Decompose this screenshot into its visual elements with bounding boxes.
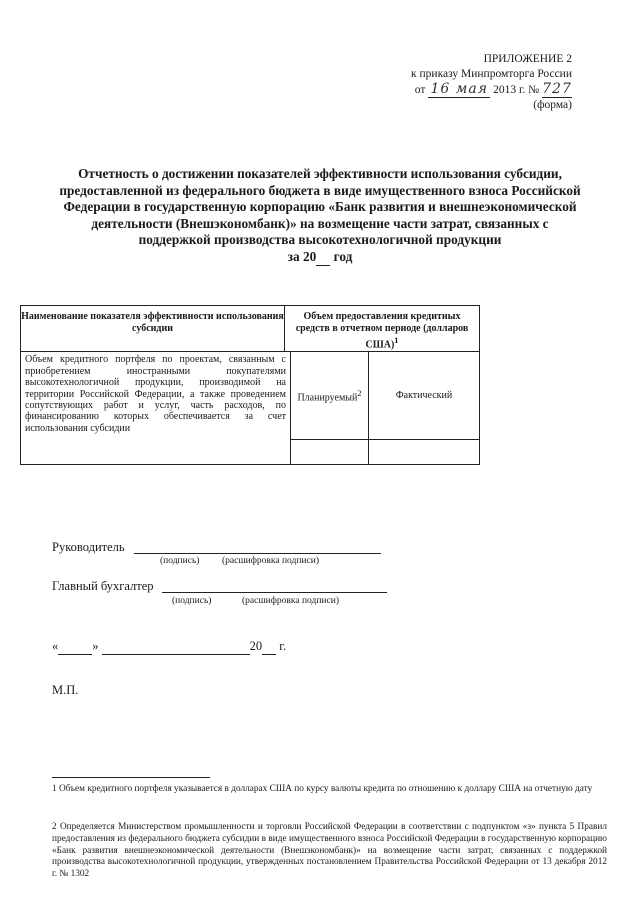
head-decode-hint: (расшифровка подписи) <box>222 556 319 566</box>
col-indicator-header <box>21 306 285 352</box>
footnote-separator <box>52 777 210 778</box>
indicator-name: Объем кредитного портфеля по проектам, связанным с приобретением иностранными покупателями высокотехнологичной продукции, производимой на территории Российской Федерации, а также проведением сопутствующих работ и услуг, часть расходов, по финансированию которых обеспечивается за счет использования субсидии <box>25 354 286 434</box>
date-suffix-text: г. <box>279 639 287 653</box>
head-sign-hint: (подпись) <box>160 556 200 566</box>
actual-label: Фактический <box>395 390 453 402</box>
order-reference: к приказу Минпромторга России <box>411 68 572 80</box>
planned-label: Планируемый <box>297 391 358 403</box>
date-close-quote: » <box>92 639 99 653</box>
footnote-ref-2: 2 <box>357 388 362 398</box>
footnote-1: 1 Объем кредитного портфеля указывается в долларах США по курсу валюты кредита по отношению к доллару США на отчетную дату <box>52 784 593 794</box>
handwritten-date: 16 мая <box>428 82 490 98</box>
form-note: (форма) <box>533 99 572 111</box>
date-open-quote: « <box>52 639 59 653</box>
month-blank[interactable] <box>102 639 250 655</box>
year-end-blank[interactable] <box>262 639 276 655</box>
planned-header-cell <box>291 352 369 440</box>
accountant-decode-hint: (расшифровка подписи) <box>242 596 339 606</box>
year-blank <box>316 249 330 267</box>
title-line: предоставленной из федерального бюджета в виде имущественного взноса Российской <box>59 182 581 198</box>
day-blank[interactable] <box>58 639 92 655</box>
title-line: поддержкой производства высокотехнологичной продукции <box>138 232 502 247</box>
head-signature-line[interactable] <box>134 553 381 554</box>
planned-value-cell[interactable] <box>291 440 369 465</box>
col-indicator-header-text: Наименование показателя эффективности использования субсидии <box>21 311 284 334</box>
report-date-line <box>52 639 286 655</box>
actual-value-cell[interactable] <box>369 440 480 465</box>
date-year-text: 20 <box>249 639 263 653</box>
head-label: Руководитель <box>52 540 125 554</box>
appendix-number: ПРИЛОЖЕНИЕ 2 <box>483 53 572 65</box>
actual-header-cell <box>369 352 480 440</box>
year-suffix: год <box>333 248 353 264</box>
year-prefix: за 20 <box>287 248 317 264</box>
indicator-name-cell <box>21 352 291 465</box>
stamp-place: М.П. <box>52 683 79 697</box>
indicator-table <box>20 305 480 465</box>
footnote-ref-1: 1 <box>394 336 399 345</box>
title-line: Федерации в государственную корпорацию «Банк развития и внешнеэкономической <box>63 199 577 214</box>
date-year: 2013 г. <box>493 84 526 96</box>
title-line: деятельности (Внешэкономбанк)» на возмещение части затрат, связанных с <box>91 215 549 231</box>
title-year-line <box>40 249 600 267</box>
appendix-header <box>411 52 572 113</box>
col-credit-volume-header-text: Объем предоставления кредитных средств в отчетном периоде (долларов США) <box>295 311 469 351</box>
col-credit-volume-header <box>285 306 480 352</box>
accountant-label: Главный бухгалтер <box>52 579 154 593</box>
accountant-sign-hint: (подпись) <box>172 596 212 606</box>
accountant-signature-line[interactable] <box>162 592 387 593</box>
date-prefix: от <box>414 84 426 96</box>
footnote-2: 2 Определяется Министерством промышленности и торговли Российской Федерации в соответствии с подпунктом «з» пункта 5 Правил предоставления из федерального бюджета субсидии в виде имущественного взноса Российской Федерации в государственную корпорацию «Банк развития внешнеэкономической деятельности (Внешэкономбанк)» на возмещение части затрат, связанных с поддержкой производства высокотехнологичной продукции, утвержденных постановлением Правительства Российской Федерации от 13 декабря 2012 г. № 1302 <box>52 822 607 880</box>
document-title <box>40 166 600 266</box>
number-prefix: № <box>528 84 540 96</box>
order-date-line <box>411 82 572 98</box>
handwritten-number: 727 <box>542 81 572 97</box>
title-line: Отчетность о достижении показателей эффективности использования субсидии, <box>78 166 562 181</box>
